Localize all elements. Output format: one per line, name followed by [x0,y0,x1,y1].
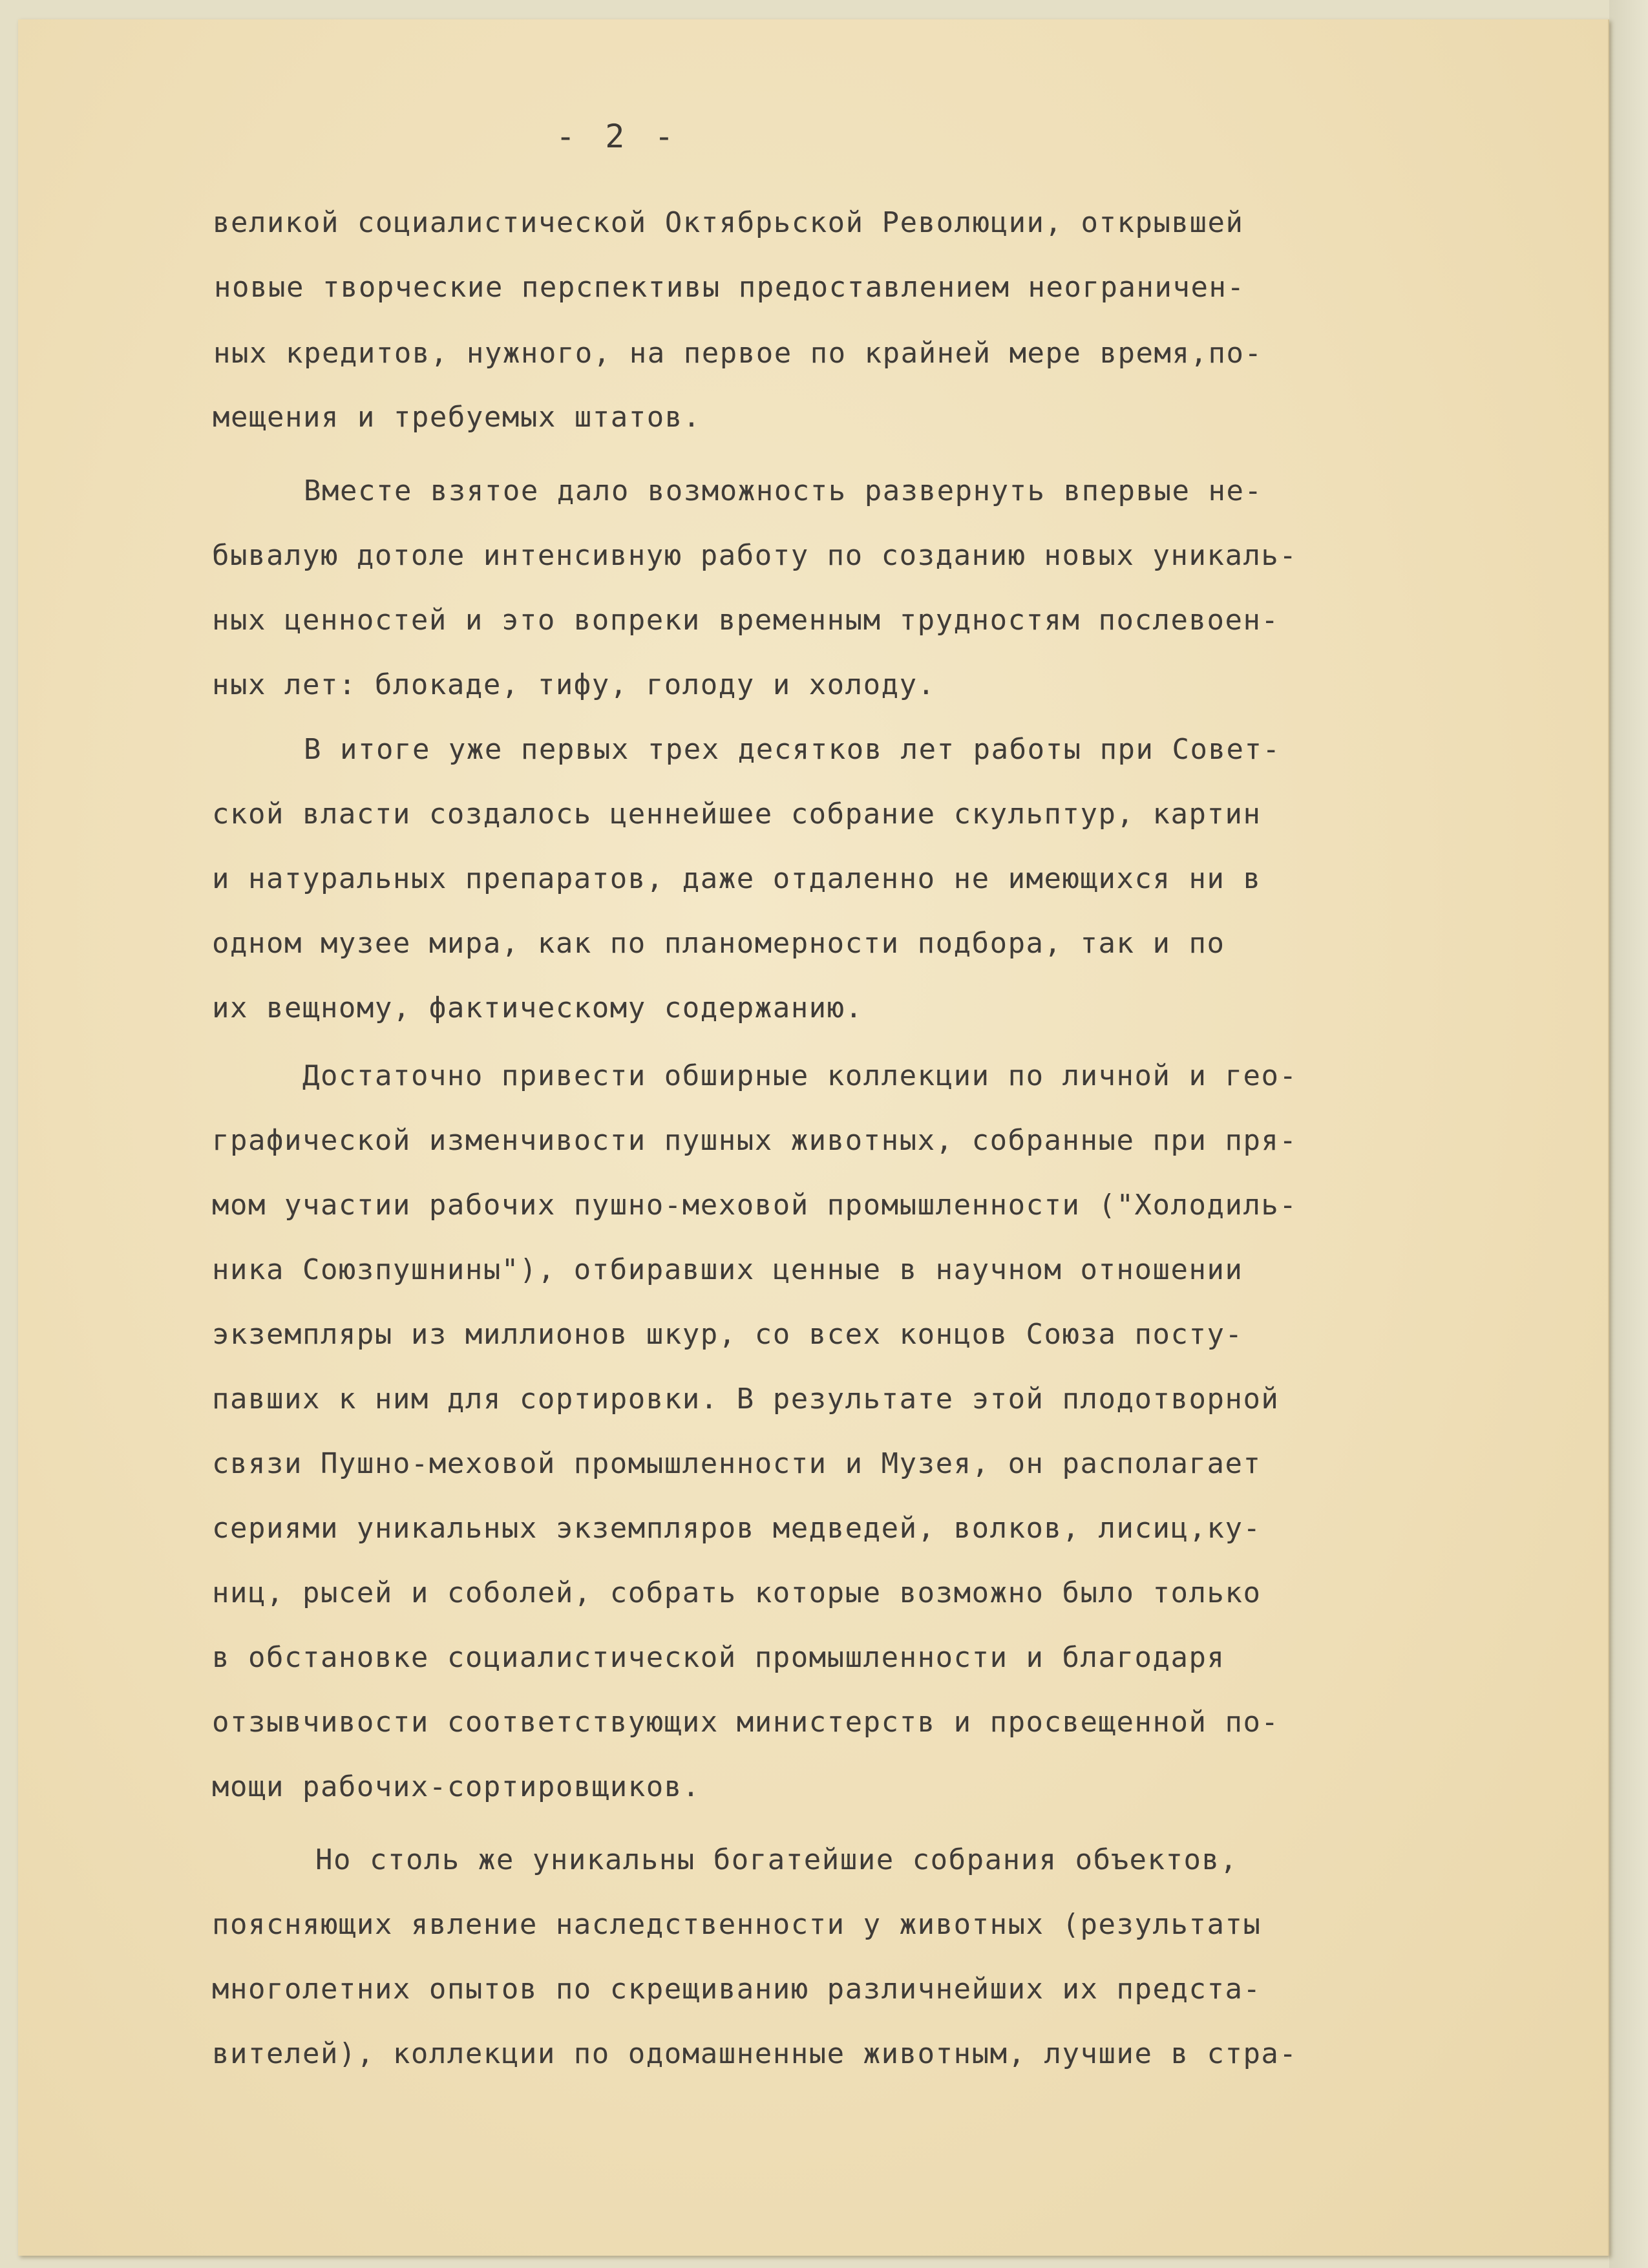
text-line-8: ных лет: блокаде, тифу, голоду и холоду. [212,668,936,701]
text-line-26: Но столь же уникальны богатейшие собрания объектов, [315,1843,1238,1876]
text-line-10: ской власти создалось ценнейшее собрание скульптур, картин [212,798,1262,831]
text-line-22: ниц, рысей и соболей, собрать которые возможно было только [212,1576,1262,1609]
text-line-5: Вместе взятое дало возможность развернуть впервые не- [304,474,1263,507]
text-line-11: и натуральных препаратов, даже отдаленно не имеющихся ни в [212,862,1262,895]
text-line-24: отзывчивости соответствующих министерств и просвещенной по- [212,1706,1280,1739]
text-line-3: ных кредитов, нужного, на первое по крайней мере время,по- [213,337,1263,370]
text-line-7: ных ценностей и это вопреки временным трудностям послевоен- [212,604,1280,637]
text-line-28: многолетних опытов по скрещиванию различнейших их предста- [212,1973,1262,2006]
text-line-17: ника Союзпушнины"), отбиравших ценные в научном отношении [212,1253,1243,1286]
typewritten-page [18,19,1609,2256]
text-line-19: павших к ним для сортировки. В результате этой плодотворной [212,1383,1280,1415]
text-line-23: в обстановке социалистической промышленности и благодаря [212,1641,1225,1674]
text-line-18: экземпляры из миллионов шкур, со всех концов Союза посту- [212,1318,1243,1351]
text-line-6: бывалую дотоле интенсивную работу по созданию новых уникаль- [212,539,1298,572]
text-line-20: связи Пушно-меховой промышленности и Музея, он располагает [212,1447,1262,1480]
text-line-4: мещения и требуемых штатов. [213,401,701,434]
text-line-25: мощи рабочих-сортировщиков. [212,1770,701,1803]
text-line-1: великой социалистической Октябрьской Революции, открывшей [213,206,1244,239]
text-line-12: одном музее мира, как по планомерности подбора, так и по [212,927,1225,960]
text-line-27: поясняющих явление наследственности у животных (результаты [212,1908,1262,1941]
text-line-9: В итоге уже первых трех десятков лет работы при Совет- [304,733,1281,766]
text-line-21: сериями уникальных экземпляров медведей, волков, лисиц,ку- [212,1512,1262,1545]
page-number: - 2 - [556,118,679,155]
text-line-14: Достаточно привести обширные коллекции по личной и гео- [302,1059,1298,1092]
text-line-13: их вещному, фактическому содержанию. [212,991,863,1024]
text-line-15: графической изменчивости пушных животных, собранные при пря- [212,1124,1298,1157]
text-line-16: мом участии рабочих пушно-меховой промышленности ("Холодиль- [212,1189,1298,1222]
text-line-29: вителей), коллекции по одомашненные животным, лучшие в стра- [212,2037,1298,2070]
text-line-2: новые творческие перспективы предоставлением неограничен- [214,271,1245,304]
scan-backdrop [1609,0,1648,2268]
